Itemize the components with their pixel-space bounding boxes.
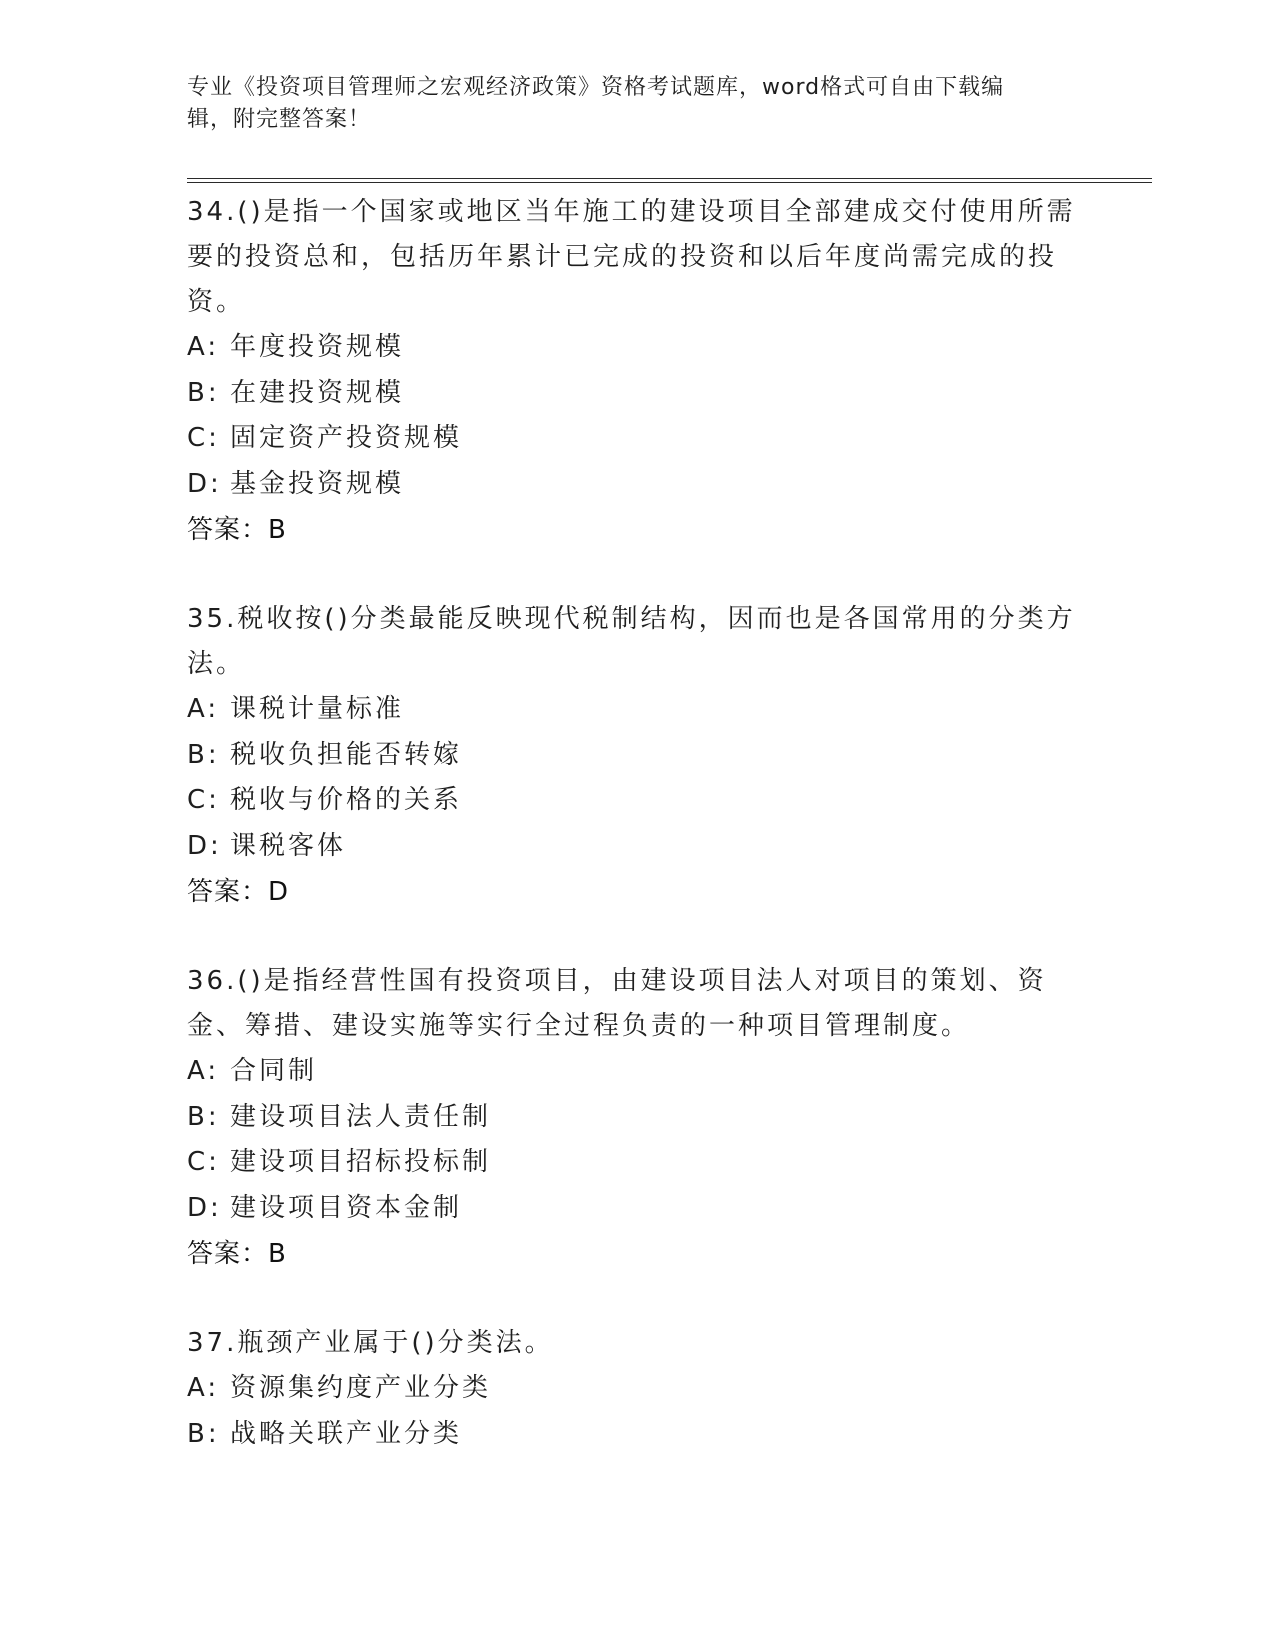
- option-list: [187, 325, 1087, 507]
- option-text: 建设项目资本金制: [230, 1192, 463, 1223]
- question-block-35: [187, 597, 1087, 915]
- document-header: [187, 72, 1067, 136]
- option-letter: D:: [187, 1192, 222, 1223]
- question-block-34: [187, 190, 1087, 553]
- option-letter: A:: [187, 1056, 220, 1086]
- option-a: [187, 1366, 1087, 1412]
- option-text: 税收与价格的关系: [230, 785, 463, 815]
- option-letter: B:: [187, 377, 220, 408]
- option-text: 税收负担能否转嫁: [230, 739, 463, 770]
- option-c: [187, 778, 1087, 824]
- option-b: [187, 1095, 1087, 1141]
- option-letter: C:: [187, 785, 220, 815]
- option-letter: C:: [187, 1147, 220, 1177]
- option-text: 在建投资规模: [230, 377, 405, 408]
- option-text: 基金投资规模: [230, 468, 405, 499]
- header-divider-top: [187, 178, 1152, 179]
- answer-line: 答案：D: [187, 877, 290, 907]
- option-text: 合同制: [230, 1056, 318, 1086]
- option-list: [187, 1049, 1087, 1231]
- header-divider-bottom: [187, 182, 1152, 183]
- option-letter: A:: [187, 694, 220, 724]
- question-text: 34.()是指一个国家或地区当年施工的建设项目全部建成交付使用所需要的投资总和，包括历年累计已完成的投资和以后年度尚需完成的投资。: [187, 197, 1076, 317]
- option-d: [187, 1186, 1087, 1232]
- answer-line: 答案：B: [187, 515, 287, 545]
- option-a: [187, 687, 1087, 733]
- option-list: [187, 687, 1087, 869]
- option-d: [187, 824, 1087, 870]
- option-letter: B:: [187, 739, 220, 770]
- option-text: 年度投资规模: [230, 332, 405, 362]
- option-b: [187, 1412, 1087, 1458]
- option-a: [187, 1049, 1087, 1095]
- option-d: [187, 462, 1087, 508]
- option-b: [187, 371, 1087, 417]
- question-block-37: [187, 1321, 1087, 1457]
- option-text: 课税客体: [230, 830, 347, 861]
- option-text: 资源集约度产业分类: [230, 1373, 492, 1403]
- option-letter: B:: [187, 1101, 220, 1132]
- option-letter: B:: [187, 1418, 220, 1449]
- option-letter: D:: [187, 830, 222, 861]
- question-list: [187, 190, 1087, 1501]
- option-letter: A:: [187, 332, 220, 362]
- question-text: 35.税收按()分类最能反映现代税制结构，因而也是各国常用的分类方法。: [187, 604, 1076, 679]
- option-list: [187, 1366, 1087, 1457]
- option-text: 固定资产投资规模: [230, 423, 463, 453]
- option-c: [187, 416, 1087, 462]
- option-letter: D:: [187, 468, 222, 499]
- question-text: 36.()是指经营性国有投资项目，由建设项目法人对项目的策划、资金、筹措、建设实施等实行全过程负责的一种项目管理制度。: [187, 966, 1047, 1041]
- option-text: 课税计量标准: [230, 694, 405, 724]
- option-b: [187, 733, 1087, 779]
- option-letter: C:: [187, 423, 220, 453]
- option-c: [187, 1140, 1087, 1186]
- option-text: 建设项目法人责任制: [230, 1101, 492, 1132]
- header-line-1: 专业《投资项目管理师之宏观经济政策》资格考试题库，word格式可自由下载编: [187, 75, 1005, 100]
- option-a: [187, 325, 1087, 371]
- header-line-2: 辑，附完整答案！: [187, 107, 372, 132]
- option-text: 建设项目招标投标制: [230, 1147, 492, 1177]
- option-text: 战略关联产业分类: [230, 1418, 463, 1449]
- answer-line: 答案：B: [187, 1239, 287, 1269]
- question-block-36: [187, 959, 1087, 1277]
- question-text: 37.瓶颈产业属于()分类法。: [187, 1328, 554, 1358]
- option-letter: A:: [187, 1373, 220, 1403]
